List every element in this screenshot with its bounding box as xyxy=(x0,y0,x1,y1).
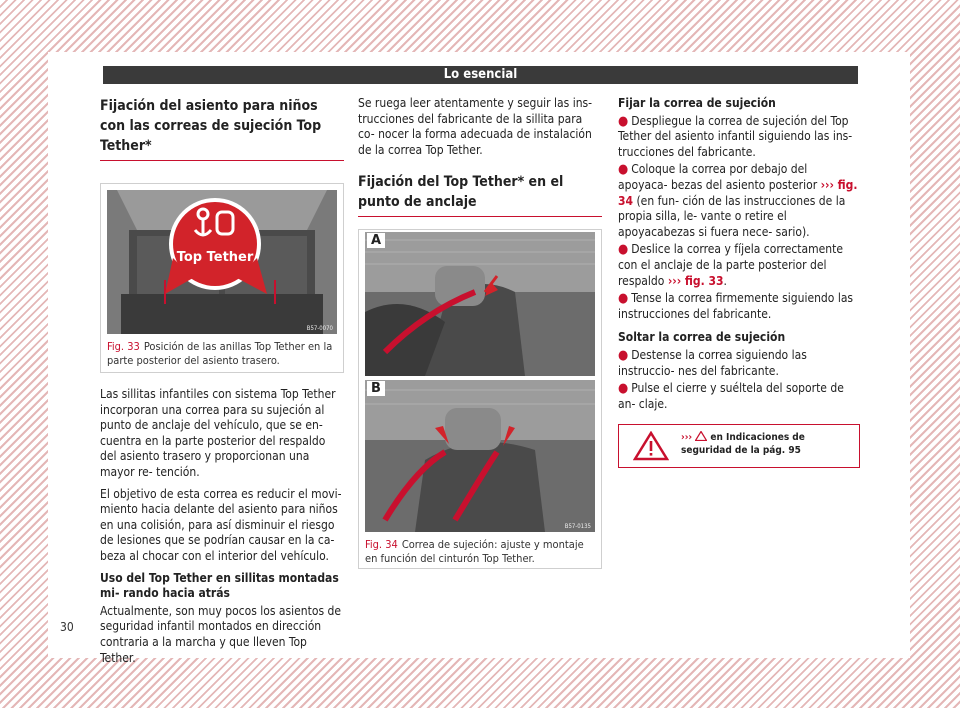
page-number: 30 xyxy=(60,620,74,634)
figure-33-number: Fig. 33 xyxy=(107,340,140,353)
column-middle xyxy=(358,96,602,569)
warning-reference-text: en Indicaciones de seguridad de la pág. 95 xyxy=(681,432,805,457)
figure-33-photo xyxy=(107,190,337,334)
figure-33-code: B57-0070 xyxy=(306,325,333,332)
bullet-3-text-end: . xyxy=(723,273,727,288)
figure-34-code: B57-0135 xyxy=(564,523,591,531)
col3-heading-2: Soltar la correa de sujeción xyxy=(618,330,786,345)
figure-34 xyxy=(358,229,602,569)
figure-34-number: Fig. 34 xyxy=(365,538,398,552)
figure-33-caption-text: Posición de las anillas Top Tether en la parte posterior del asiento trasero. xyxy=(107,340,333,367)
figure-34-photo-a xyxy=(365,232,595,376)
bullet-dot: ● xyxy=(618,162,629,178)
page xyxy=(48,52,910,665)
safety-warning-text xyxy=(681,431,851,457)
col3-heading-1: Fijar la correa de sujeción xyxy=(618,96,776,110)
bullet-6-text: Pulse el cierre y suéltela del soporte de an- claje. xyxy=(618,381,844,411)
bullet-dot: ● xyxy=(618,347,629,363)
bullet-2 xyxy=(618,162,860,240)
bullet-2-text-end: (en fun- ción de las instrucciones de la propia silla, le- vante o retire el apoyacabezas si fuera nece- sario). xyxy=(618,193,846,239)
col1-paragraph-3: Actualmente, son muy pocos los asientos de seguridad infantil montados en dirección contraria a la marcha y que lleven Top Tether. xyxy=(100,603,342,665)
col1-paragraph-2: El objetivo de esta correa es reducir el movi- miento hacia delante del asiento para niños en una colisión, para así disminuir el riesgo de lesiones que se podrían causar en la ca- beza al chocar con el interior del vehículo. xyxy=(100,486,342,563)
bullet-5 xyxy=(618,348,860,379)
col1-paragraph-1: Las sillitas infantiles con sistema Top Tether incorporan una correa para su sujeción al punto de anclaje del vehículo, que se en- cuentra en la parte posterior del respaldo del asiento trasero y proporcionan una mayor re- tención. xyxy=(100,387,336,479)
bullet-1-text: Despliegue la correa de sujeción del Top Tether del asiento infantil siguiendo las ins- trucciones del fabricante. xyxy=(618,113,853,159)
column-right xyxy=(618,96,860,468)
bullet-2-text: Coloque la correa por debajo del apoyaca- bezas del asiento posterior xyxy=(618,162,821,192)
section-title-1: Fijación del asiento para niños con las correas de sujeción Top Tether* xyxy=(100,96,344,161)
bullet-dot: ● xyxy=(618,381,629,397)
bullet-6 xyxy=(618,381,860,412)
column-left xyxy=(100,96,344,672)
figure-34-label-a: A xyxy=(367,233,385,248)
col2-paragraph-1: Se ruega leer atentamente y seguir las ins- trucciones del fabricante de la sillita para co- nocer la forma adecuada de instalación de la correa Top Tether. xyxy=(358,96,593,157)
bullet-3-text: Deslice la correa y fíjela correctamente con el anclaje de la parte posterior del respaldo xyxy=(618,242,844,288)
bullet-4-text: Tense la correa firmemente siguiendo las instrucciones del fabricante. xyxy=(618,291,854,321)
warning-arrows: ››› xyxy=(681,432,693,444)
figure-33-caption xyxy=(107,340,337,368)
bullet-3 xyxy=(618,242,860,289)
figure-33-link[interactable]: ››› fig. 33 xyxy=(667,273,724,288)
figure-34-link[interactable]: ››› fig. 34 xyxy=(618,177,858,208)
figure-34-caption-text: Correa de sujeción: ajuste y montaje en función del cinturón Top Tether. xyxy=(365,538,584,566)
headrest-strap-illustration-a xyxy=(365,232,595,376)
bullet-dot: ● xyxy=(618,291,629,307)
bullet-5-text: Destense la correa siguiendo las instruccio- nes del fabricante. xyxy=(618,347,807,378)
bullet-4 xyxy=(618,291,860,322)
warning-triangle-icon xyxy=(633,431,669,461)
figure-34-label-b: B xyxy=(367,381,385,396)
section-title-2: Fijación del Top Tether* en el punto de anclaje xyxy=(358,172,602,217)
bullet-dot: ● xyxy=(618,242,629,258)
page-header: Lo esencial xyxy=(103,66,858,84)
figure-34-caption xyxy=(365,538,595,566)
small-warning-icon xyxy=(695,431,707,441)
headrest-strap-illustration-b xyxy=(365,380,595,532)
safety-warning-box[interactable] xyxy=(618,424,860,468)
top-tether-badge-text: Top Tether xyxy=(176,250,254,265)
bullet-dot: ● xyxy=(618,113,629,129)
col1-subheading: Uso del Top Tether en sillitas montadas mi- rando hacia atrás xyxy=(100,570,339,601)
bullet-1 xyxy=(618,114,860,161)
figure-33 xyxy=(100,183,344,373)
figure-34-photo-b xyxy=(365,380,595,532)
